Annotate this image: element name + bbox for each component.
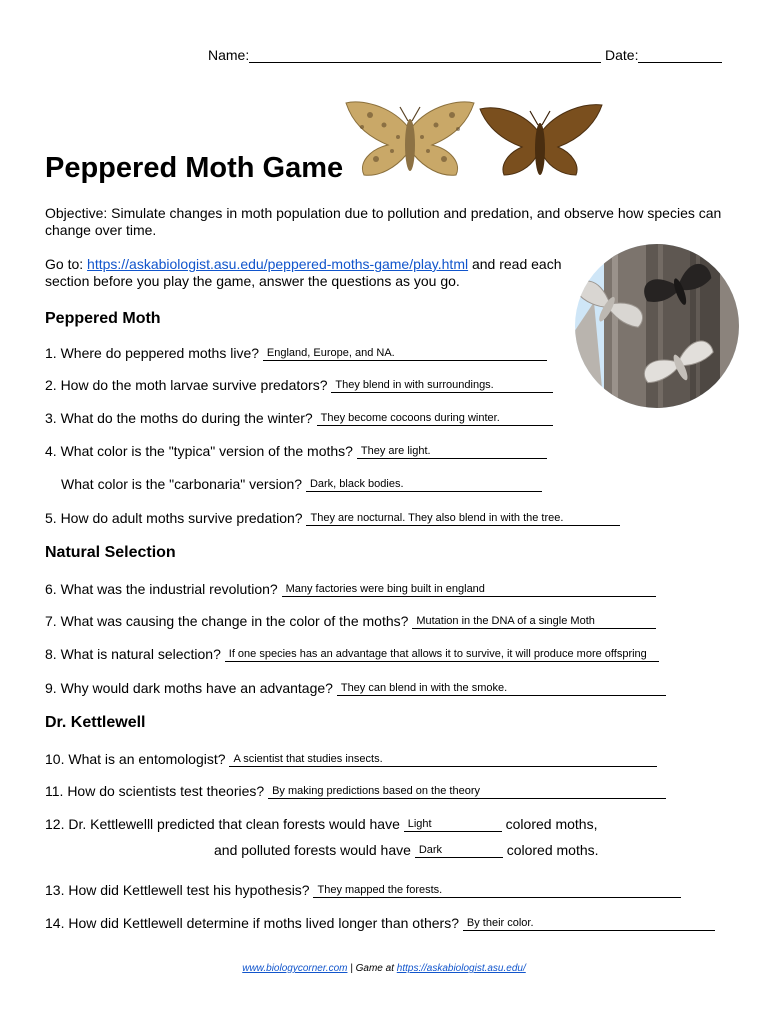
name-field[interactable] bbox=[208, 47, 601, 63]
page-title: Peppered Moth Game bbox=[45, 152, 344, 184]
question-suffix: colored moths, bbox=[501, 816, 598, 832]
question-11 bbox=[45, 782, 666, 799]
question-8 bbox=[45, 645, 659, 662]
goto-suffix: and read each bbox=[468, 256, 562, 272]
question-text: 5. How do adult moths survive predation? bbox=[45, 510, 307, 526]
question-text: 12. Dr. Kettlewelll predicted that clean forests would have bbox=[45, 816, 404, 832]
question-14 bbox=[45, 914, 715, 931]
page-footer bbox=[0, 963, 768, 974]
question-text: 3. What do the moths do during the winter? bbox=[45, 410, 317, 426]
question-text: 1. Where do peppered moths live? bbox=[45, 345, 263, 361]
question-suffix: colored moths. bbox=[502, 842, 599, 858]
question-2 bbox=[45, 376, 553, 393]
answer-field[interactable]: Mutation in the DNA of a single Moth bbox=[412, 615, 656, 629]
question-4 bbox=[45, 442, 547, 459]
askabiologist-link[interactable]: https://askabiologist.asu.edu/ bbox=[396, 963, 526, 974]
answer-field[interactable]: They mapped the forests. bbox=[313, 884, 681, 898]
moth-photos-image bbox=[340, 97, 608, 185]
answer-field[interactable]: Dark bbox=[415, 844, 503, 858]
footer-separator: | Game at bbox=[347, 963, 397, 974]
answer-field[interactable]: England, Europe, and NA. bbox=[263, 347, 547, 361]
question-text: 7. What was causing the change in the color of the moths? bbox=[45, 613, 413, 629]
question-text: 2. How do the moth larvae survive predators? bbox=[45, 377, 332, 393]
answer-field[interactable]: A scientist that studies insects. bbox=[229, 753, 657, 767]
question-1 bbox=[45, 344, 547, 361]
section-peppered-moth: Peppered Moth bbox=[45, 310, 161, 327]
question-text: 6. What was the industrial revolution? bbox=[45, 581, 282, 597]
goto-line2: section before you play the game, answer the questions as you go. bbox=[45, 273, 460, 289]
answer-field[interactable]: They are light. bbox=[357, 445, 547, 459]
answer-field[interactable]: They are nocturnal. They also blend in with the tree. bbox=[306, 512, 620, 526]
answer-field[interactable]: They blend in with surroundings. bbox=[331, 379, 553, 393]
answer-field[interactable]: By making predictions based on the theory bbox=[268, 785, 666, 799]
question-text: 8. What is natural selection? bbox=[45, 646, 225, 662]
question-text: 11. How do scientists test theories? bbox=[45, 783, 269, 799]
question-text: and polluted forests would have bbox=[214, 842, 415, 858]
light-moth-icon bbox=[346, 102, 474, 175]
question-5 bbox=[45, 509, 620, 526]
answer-field[interactable]: Dark, black bodies. bbox=[306, 478, 542, 492]
question-12 bbox=[45, 815, 597, 832]
answer-field[interactable]: Light bbox=[404, 818, 502, 832]
question-6 bbox=[45, 580, 656, 597]
answer-field[interactable]: Many factories were bing built in england bbox=[282, 583, 656, 597]
objective-text: Objective: Simulate changes in moth population due to pollution and predation, and observe how species can change over time. bbox=[45, 205, 722, 238]
question-text: 9. Why would dark moths have an advantage? bbox=[45, 680, 337, 696]
question-3 bbox=[45, 409, 553, 426]
question-4b bbox=[61, 475, 542, 492]
question-text: What color is the "carbonaria" version? bbox=[61, 476, 306, 492]
name-label: Name: bbox=[208, 47, 250, 63]
question-10 bbox=[45, 750, 657, 767]
question-13 bbox=[45, 881, 681, 898]
section-natural-selection: Natural Selection bbox=[45, 544, 176, 561]
answer-field[interactable]: If one species has an advantage that allows it to survive, it will produce more offspring bbox=[225, 648, 659, 662]
answer-field[interactable]: By their color. bbox=[463, 917, 715, 931]
goto-text bbox=[45, 256, 575, 290]
section-dr-kettlewell: Dr. Kettlewell bbox=[45, 714, 146, 731]
question-12b bbox=[214, 841, 599, 858]
question-text: 14. How did Kettlewell determine if moths lived longer than others? bbox=[45, 915, 463, 931]
question-text: 13. How did Kettlewell test his hypothesis? bbox=[45, 882, 314, 898]
name-blank[interactable] bbox=[249, 48, 601, 63]
answer-field[interactable]: They become cocoons during winter. bbox=[317, 412, 553, 426]
question-7 bbox=[45, 612, 656, 629]
biologycorner-link[interactable]: www.biologycorner.com bbox=[242, 963, 348, 974]
date-field[interactable] bbox=[605, 47, 722, 63]
moth-tree-illustration bbox=[574, 242, 740, 410]
dark-moth-icon bbox=[480, 105, 602, 175]
goto-prefix: Go to: bbox=[45, 256, 88, 272]
date-blank[interactable] bbox=[638, 48, 722, 63]
question-text: 4. What color is the "typica" version of the moths? bbox=[45, 443, 357, 459]
answer-field[interactable]: They can blend in with the smoke. bbox=[337, 682, 666, 696]
date-label: Date: bbox=[605, 47, 639, 63]
question-text: 10. What is an entomologist? bbox=[45, 751, 230, 767]
question-9 bbox=[45, 679, 666, 696]
game-link[interactable]: https://askabiologist.asu.edu/peppered-moths-game/play.html bbox=[87, 256, 469, 272]
